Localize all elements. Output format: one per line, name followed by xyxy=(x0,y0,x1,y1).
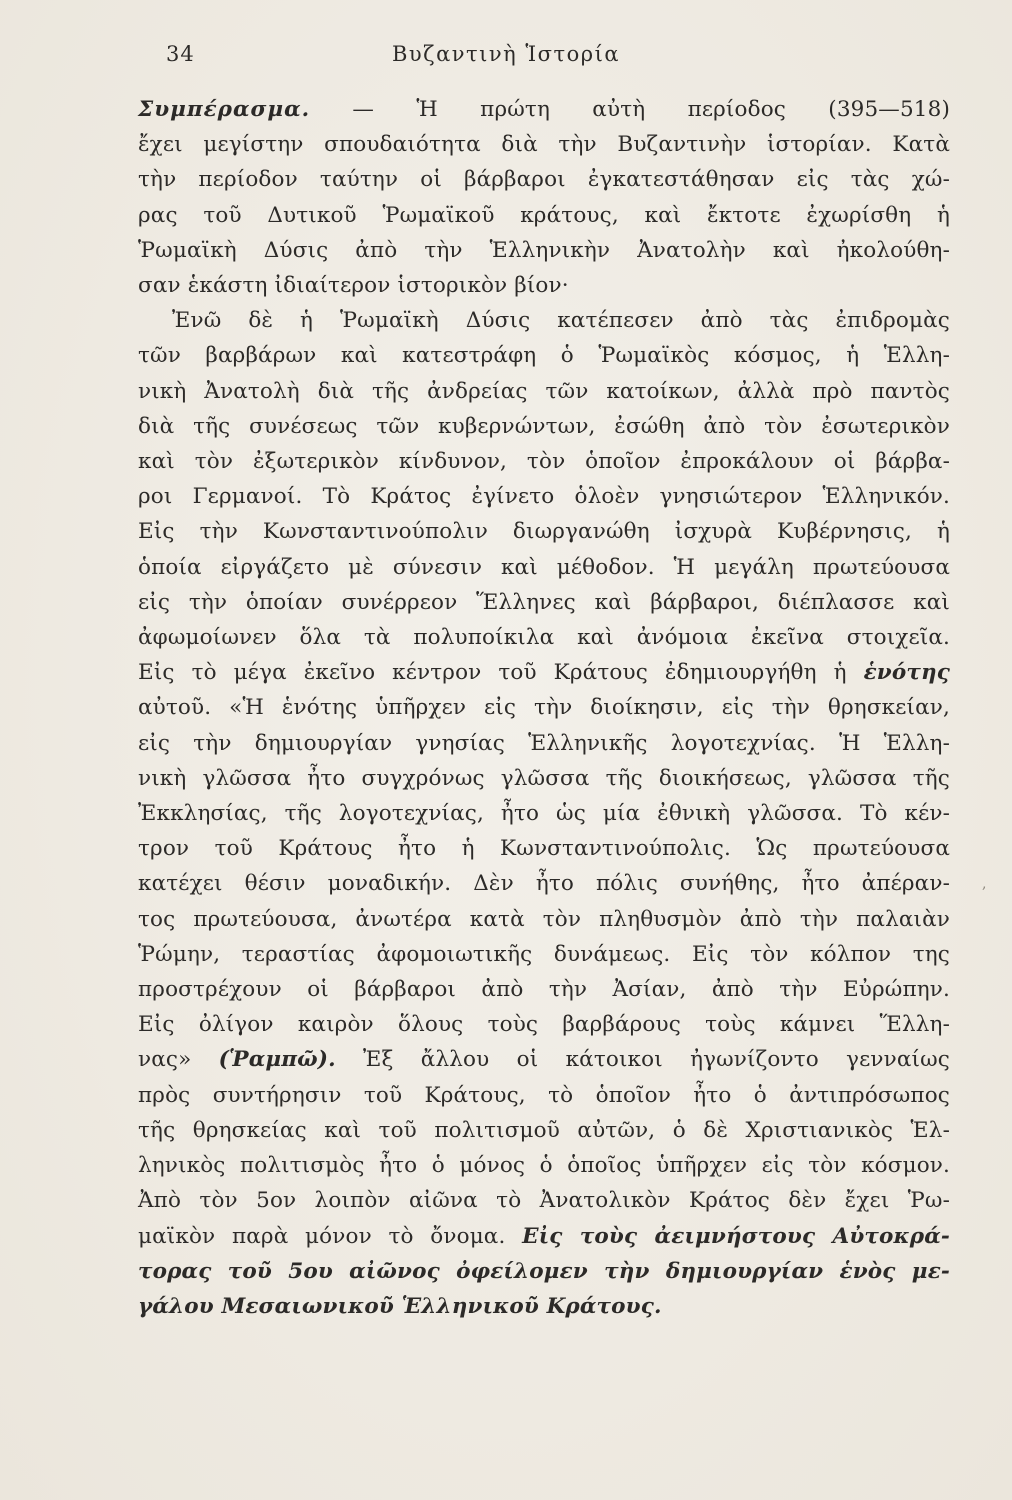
text-line xyxy=(138,1007,950,1042)
text-line xyxy=(138,902,950,937)
text-line xyxy=(138,1254,950,1289)
text-line xyxy=(138,268,950,303)
text-span: ἔχει μεγίστην σπουδαιότητα διὰ τὴν Βυζαντινὴν ἱστορίαν. Κατὰ xyxy=(138,132,950,158)
text-span: ληνικὸς πολιτισμὸς ἦτο ὁ μόνος ὁ ὁποῖος ὑπῆρχεν εἰς τὸν κόσμον. xyxy=(138,1153,950,1179)
text-span: Ἐνῶ δὲ ἡ Ῥωμαϊκὴ Δύσις κατέπεσεν ἀπὸ τὰς ἐπιδρομὰς xyxy=(172,308,950,334)
emphasized-text: τορας τοῦ 5ου αἰῶνος ὀφείλομεν τὴν δημιουργίαν ἑνὸς με- xyxy=(138,1258,950,1284)
text-span: τος πρωτεύουσα, ἀνωτέρα κατὰ τὸν πληθυσμὸν ἀπὸ τὴν παλαιὰν xyxy=(138,906,950,932)
text-span: τὴν περίοδον ταύτην οἱ βάρβαροι ἐγκατεστάθησαν εἰς τὰς χώ- xyxy=(138,167,950,193)
text-line xyxy=(138,550,950,585)
emphasized-text: (Ῥαμπῶ). xyxy=(218,1047,336,1073)
text-span: νας» xyxy=(138,1047,219,1073)
text-line xyxy=(138,690,950,725)
text-line xyxy=(138,937,950,972)
text-span: εἰς τὴν δημιουργίαν γνησίας Ἑλληνικῆς λογοτεχνίας. Ἡ Ἑλλη- xyxy=(138,730,950,756)
text-span: Εἰς τὴν Κωνσταντινούπολιν διωργανώθη ἰσχυρὰ Κυβέρνησις, ἡ xyxy=(138,519,950,545)
text-line xyxy=(138,162,950,197)
text-line xyxy=(138,866,950,901)
text-span: ρας τοῦ Δυτικοῦ Ῥωμαϊκοῦ κράτους, καὶ ἔκτοτε ἐχωρίσθη ἡ xyxy=(138,202,950,228)
emphasized-text: Εἰς τοὺς ἀειμνήστους Αὐτοκρά- xyxy=(522,1223,950,1249)
text-line xyxy=(138,479,950,514)
text-line xyxy=(138,1183,950,1218)
page-number: 34 xyxy=(166,42,195,66)
text-span: ὁποία εἰργάζετο μὲ σύνεσιν καὶ μέθοδον. Ἡ μεγάλη πρωτεύουσα xyxy=(138,554,950,580)
text-line xyxy=(138,92,950,127)
text-line xyxy=(138,409,950,444)
text-line xyxy=(138,338,950,373)
section-heading: Συμπέρασμα. xyxy=(138,97,311,122)
text-line xyxy=(138,761,950,796)
margin-mark: , xyxy=(982,876,987,892)
text-line xyxy=(138,1078,950,1113)
text-span: — Ἡ πρώτη αὐτὴ περίοδος (395—518) xyxy=(310,97,950,122)
text-line xyxy=(138,655,950,690)
emphasized-text: ἑνότης xyxy=(863,660,950,686)
text-span: τρον τοῦ Κράτους ἦτο ἡ Κωνσταντινούπολις. Ὡς πρωτεύουσα xyxy=(138,836,950,862)
text-span: εἰς τὴν ὁποίαν συνέρρεον Ἕλληνες καὶ βάρβαροι, διέπλασσε καὶ xyxy=(138,589,950,615)
text-line xyxy=(138,514,950,549)
text-span: διὰ τῆς συνέσεως τῶν κυβερνώντων, ἐσώθη ἀπὸ τὸν ἐσωτερικὸν xyxy=(138,413,950,439)
text-line xyxy=(138,374,950,409)
text-span: Ῥώμην, τεραστίας ἀφομοιωτικῆς δυνάμεως. Εἰς τὸν κόλπον της xyxy=(138,941,950,967)
text-line xyxy=(138,1289,950,1324)
text-span: ἀφωμοίωνεν ὅλα τὰ πολυποίκιλα καὶ ἀνόμοια ἐκεῖνα στοιχεῖα. xyxy=(138,625,950,651)
running-header xyxy=(0,42,1012,72)
text-span: Ἐκκλησίας, τῆς λογοτεχνίας, ἦτο ὡς μία ἐθνικὴ γλῶσσα. Τὸ κέν- xyxy=(138,801,950,827)
text-span: Ῥωμαϊκὴ Δύσις ἀπὸ τὴν Ἑλληνικὴν Ἀνατολὴν καὶ ἠκολούθη- xyxy=(138,237,950,263)
text-line xyxy=(138,585,950,620)
text-span: πρὸς συντήρησιν τοῦ Κράτους, τὸ ὁποῖον ἦτο ὁ ἀντιπρόσωπος xyxy=(138,1082,950,1108)
text-span: Εἰς ὀλίγον καιρὸν ὅλους τοὺς βαρβάρους τοὺς κάμνει Ἕλλη- xyxy=(138,1012,950,1038)
text-span: νικὴ γλῶσσα ἦτο συγχρόνως γλῶσσα τῆς διοικήσεως, γλῶσσα τῆς xyxy=(138,765,950,791)
text-line xyxy=(138,444,950,479)
text-span: καὶ τὸν ἐξωτερικὸν κίνδυνον, τὸν ὁποῖον ἐπροκάλουν οἱ βάρβα- xyxy=(138,449,950,475)
text-line xyxy=(138,1219,950,1254)
text-span: προστρέχουν οἱ βάρβαροι ἀπὸ τὴν Ἀσίαν, ἀπὸ τὴν Εὐρώπην. xyxy=(138,977,950,1003)
text-line xyxy=(138,1148,950,1183)
text-span: Ἐξ ἄλλου οἱ κάτοικοι ἠγωνίζοντο γενναίως xyxy=(335,1047,950,1073)
body-text xyxy=(138,92,950,1324)
text-line xyxy=(138,796,950,831)
text-span: αὐτοῦ. «Ἡ ἑνότης ὑπῆρχεν εἰς τὴν διοίκησιν, εἰς τὴν θρησκείαν, xyxy=(138,695,950,721)
text-line xyxy=(138,1113,950,1148)
text-span: νικὴ Ἀνατολὴ διὰ τῆς ἀνδρείας τῶν κατοίκων, ἀλλὰ πρὸ παντὸς xyxy=(138,378,950,404)
text-line xyxy=(138,198,950,233)
text-span: Ἀπὸ τὸν 5ον λοιπὸν αἰῶνα τὸ Ἀνατολικὸν Κράτος δὲν ἔχει Ῥω- xyxy=(138,1188,950,1214)
text-span: Εἰς τὸ μέγα ἐκεῖνο κέντρον τοῦ Κράτους ἐδημιουργήθη ἡ xyxy=(138,660,864,686)
text-span: τῶν βαρβάρων καὶ κατεστράφη ὁ Ῥωμαϊκὸς κόσμος, ἡ Ἑλλη- xyxy=(138,343,950,369)
text-span: τῆς θρησκείας καὶ τοῦ πολιτισμοῦ αὐτῶν, ὁ δὲ Χριστιανικὸς Ἑλ- xyxy=(138,1117,950,1143)
text-line xyxy=(138,233,950,268)
text-line xyxy=(138,726,950,761)
text-line xyxy=(138,620,950,655)
text-line xyxy=(138,972,950,1007)
running-title: Βυζαντινὴ Ἱστορία xyxy=(391,42,620,66)
emphasized-text: γάλου Μεσαιωνικοῦ Ἑλληνικοῦ Κράτους. xyxy=(138,1293,662,1319)
text-line xyxy=(138,127,950,162)
text-line xyxy=(138,831,950,866)
text-span: κατέχει θέσιν μοναδικήν. Δὲν ἦτο πόλις συνήθης, ἦτο ἀπέραν- xyxy=(138,871,950,897)
text-span: σαν ἑκάστη ἰδιαίτερον ἱστορικὸν βίον· xyxy=(138,273,569,299)
text-line xyxy=(138,1042,950,1077)
text-span: ροι Γερμανοί. Τὸ Κράτος ἐγίνετο ὁλοὲν γνησιώτερον Ἑλληνικόν. xyxy=(138,484,950,510)
text-span: μαϊκὸν παρὰ μόνον τὸ ὄνομα. xyxy=(138,1223,523,1249)
text-line xyxy=(138,303,950,338)
